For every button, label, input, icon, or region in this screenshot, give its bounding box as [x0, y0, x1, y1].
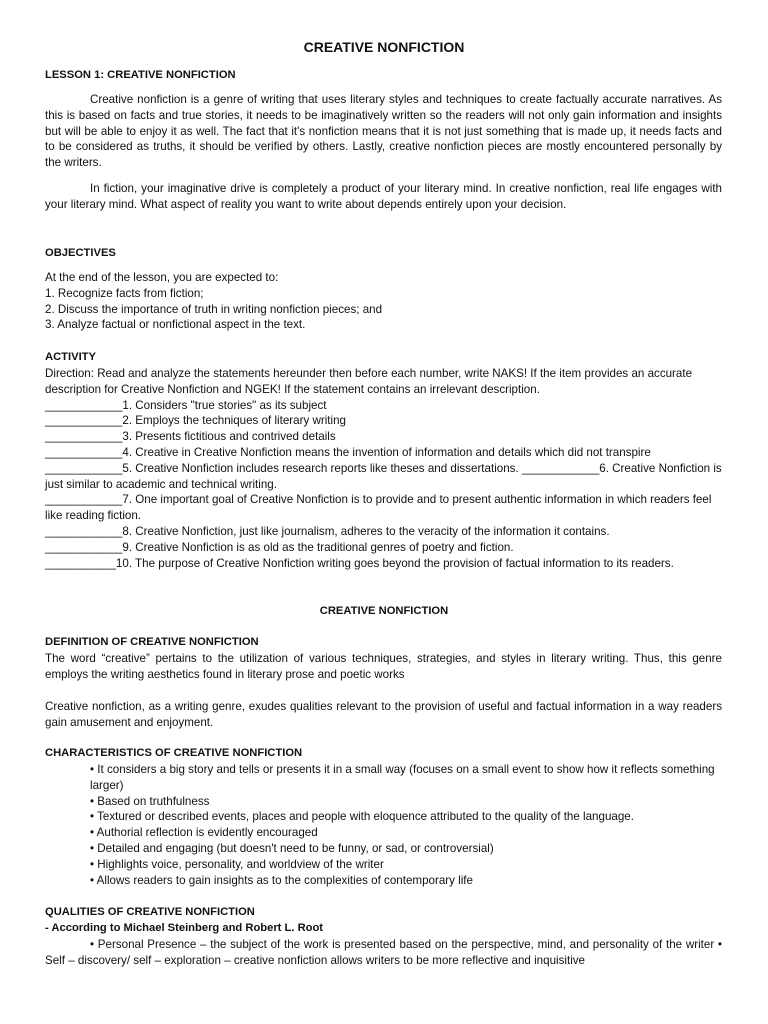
qualities-subheading: - According to Michael Steinberg and Robert L. Root [45, 922, 324, 934]
characteristics-list [90, 762, 722, 888]
activity-item: ___________10. The purpose of Creative Nonfiction writing goes beyond the provision of factual information to its readers. [45, 556, 674, 570]
intro-paragraph-1: Creative nonfiction is a genre of writing that uses literary styles and techniques to create factually accurate narratives. As this is based on facts and true stories, it needs to be imaginatively written so the readers will not only gain information and insights but will be able to enjoy it as well. The fact that it's nonfiction means that it is not just something that is made up, it needs facts and to be considered as truths, it should be verified by others. Lastly, creative nonfiction pieces are mostly encountered personally by the writers. [45, 93, 722, 170]
definition-paragraph-2: Creative nonfiction, as a writing genre, exudes qualities relevant to the provision of useful and factual information in a way readers gain amusement and enjoyment. [45, 700, 722, 729]
activity-item: ____________3. Presents fictitious and contrived details [45, 430, 336, 444]
characteristic-item: • Allows readers to gain insights as to the complexities of contemporary life [90, 873, 473, 887]
qualities-paragraph: • Personal Presence – the subject of the work is presented based on the perspective, mind, and personality of the writer • Self – discovery/ self – exploration – creative nonfiction allows writers to be more reflective and inquisitive [45, 938, 722, 967]
objectives-lead: At the end of the lesson, you are expected to: [45, 271, 279, 284]
lesson-heading: LESSON 1: CREATIVE NONFICTION [45, 69, 236, 81]
objective-item: 2. Discuss the importance of truth in writing nonfiction pieces; and [45, 302, 383, 316]
activity-item: ____________9. Creative Nonfiction is as old as the traditional genres of poetry and fiction. [45, 540, 514, 554]
objective-item: 3. Analyze factual or nonfictional aspect in the text. [45, 318, 306, 332]
activity-item: ____________8. Creative Nonfiction, just like journalism, adheres to the veracity of the information it contains. [45, 524, 610, 538]
activity-item: ____________1. Considers "true stories" as its subject [45, 398, 327, 412]
activity-item: ____________4. Creative in Creative Nonfiction means the invention of information and details which did not transpire [45, 445, 651, 459]
characteristic-item: • Based on truthfulness [90, 794, 210, 808]
characteristic-item: • Authorial reflection is evidently encouraged [90, 826, 318, 840]
qualities-heading: QUALITIES OF CREATIVE NONFICTION [45, 906, 255, 918]
characteristic-item: • Highlights voice, personality, and worldview of the writer [90, 857, 384, 871]
activity-list [45, 366, 722, 571]
activity-item: ____________7. One important goal of Creative Nonfiction is to provide and to present authentic information in which readers feel like reading fiction. [45, 493, 712, 523]
intro-paragraph-2: In fiction, your imaginative drive is completely a product of your literary mind. In creative nonfiction, real life engages with your literary mind. What aspect of reality you want to write about depends entirely upon your decision. [45, 182, 722, 211]
definition-heading: DEFINITION OF CREATIVE NONFICTION [45, 636, 259, 648]
activity-heading: ACTIVITY [45, 351, 96, 363]
activity-item: ____________5. Creative Nonfiction includes research reports like theses and dissertations. ____________6. Creative Nonfiction is just similar to academic and technical writing. [45, 461, 722, 491]
characteristic-item: • Detailed and engaging (but doesn't need to be funny, or sad, or controversial) [90, 841, 494, 855]
characteristic-item: • It considers a big story and tells or presents it in a small way (focuses on a small event to show how it reflects something larger) [90, 763, 715, 792]
activity-direction: Direction: Read and analyze the statements hereunder then before each number, write NAKS! If the item provides an accurate description for Creative Nonfiction and NGEK! If the statement contains an irrelevant description. [45, 367, 693, 396]
objectives-heading: OBJECTIVES [45, 247, 116, 259]
document-title: CREATIVE NONFICTION [303, 39, 465, 55]
objectives-list [45, 270, 722, 333]
characteristic-item: • Textured or described events, places and people with eloquence attributed to the quality of the language. [90, 810, 634, 824]
section-title: CREATIVE NONFICTION [319, 605, 449, 617]
characteristics-heading: CHARACTERISTICS OF CREATIVE NONFICTION [45, 747, 303, 759]
activity-item: ____________2. Employs the techniques of literary writing [45, 414, 346, 428]
objective-item: 1. Recognize facts from fiction; [45, 286, 204, 300]
definition-paragraph-1: The word “creative” pertains to the utilization of various techniques, strategies, and styles in literary writing. Thus, this genre employs the writing aesthetics found in literary prose and poetic works [45, 652, 722, 681]
